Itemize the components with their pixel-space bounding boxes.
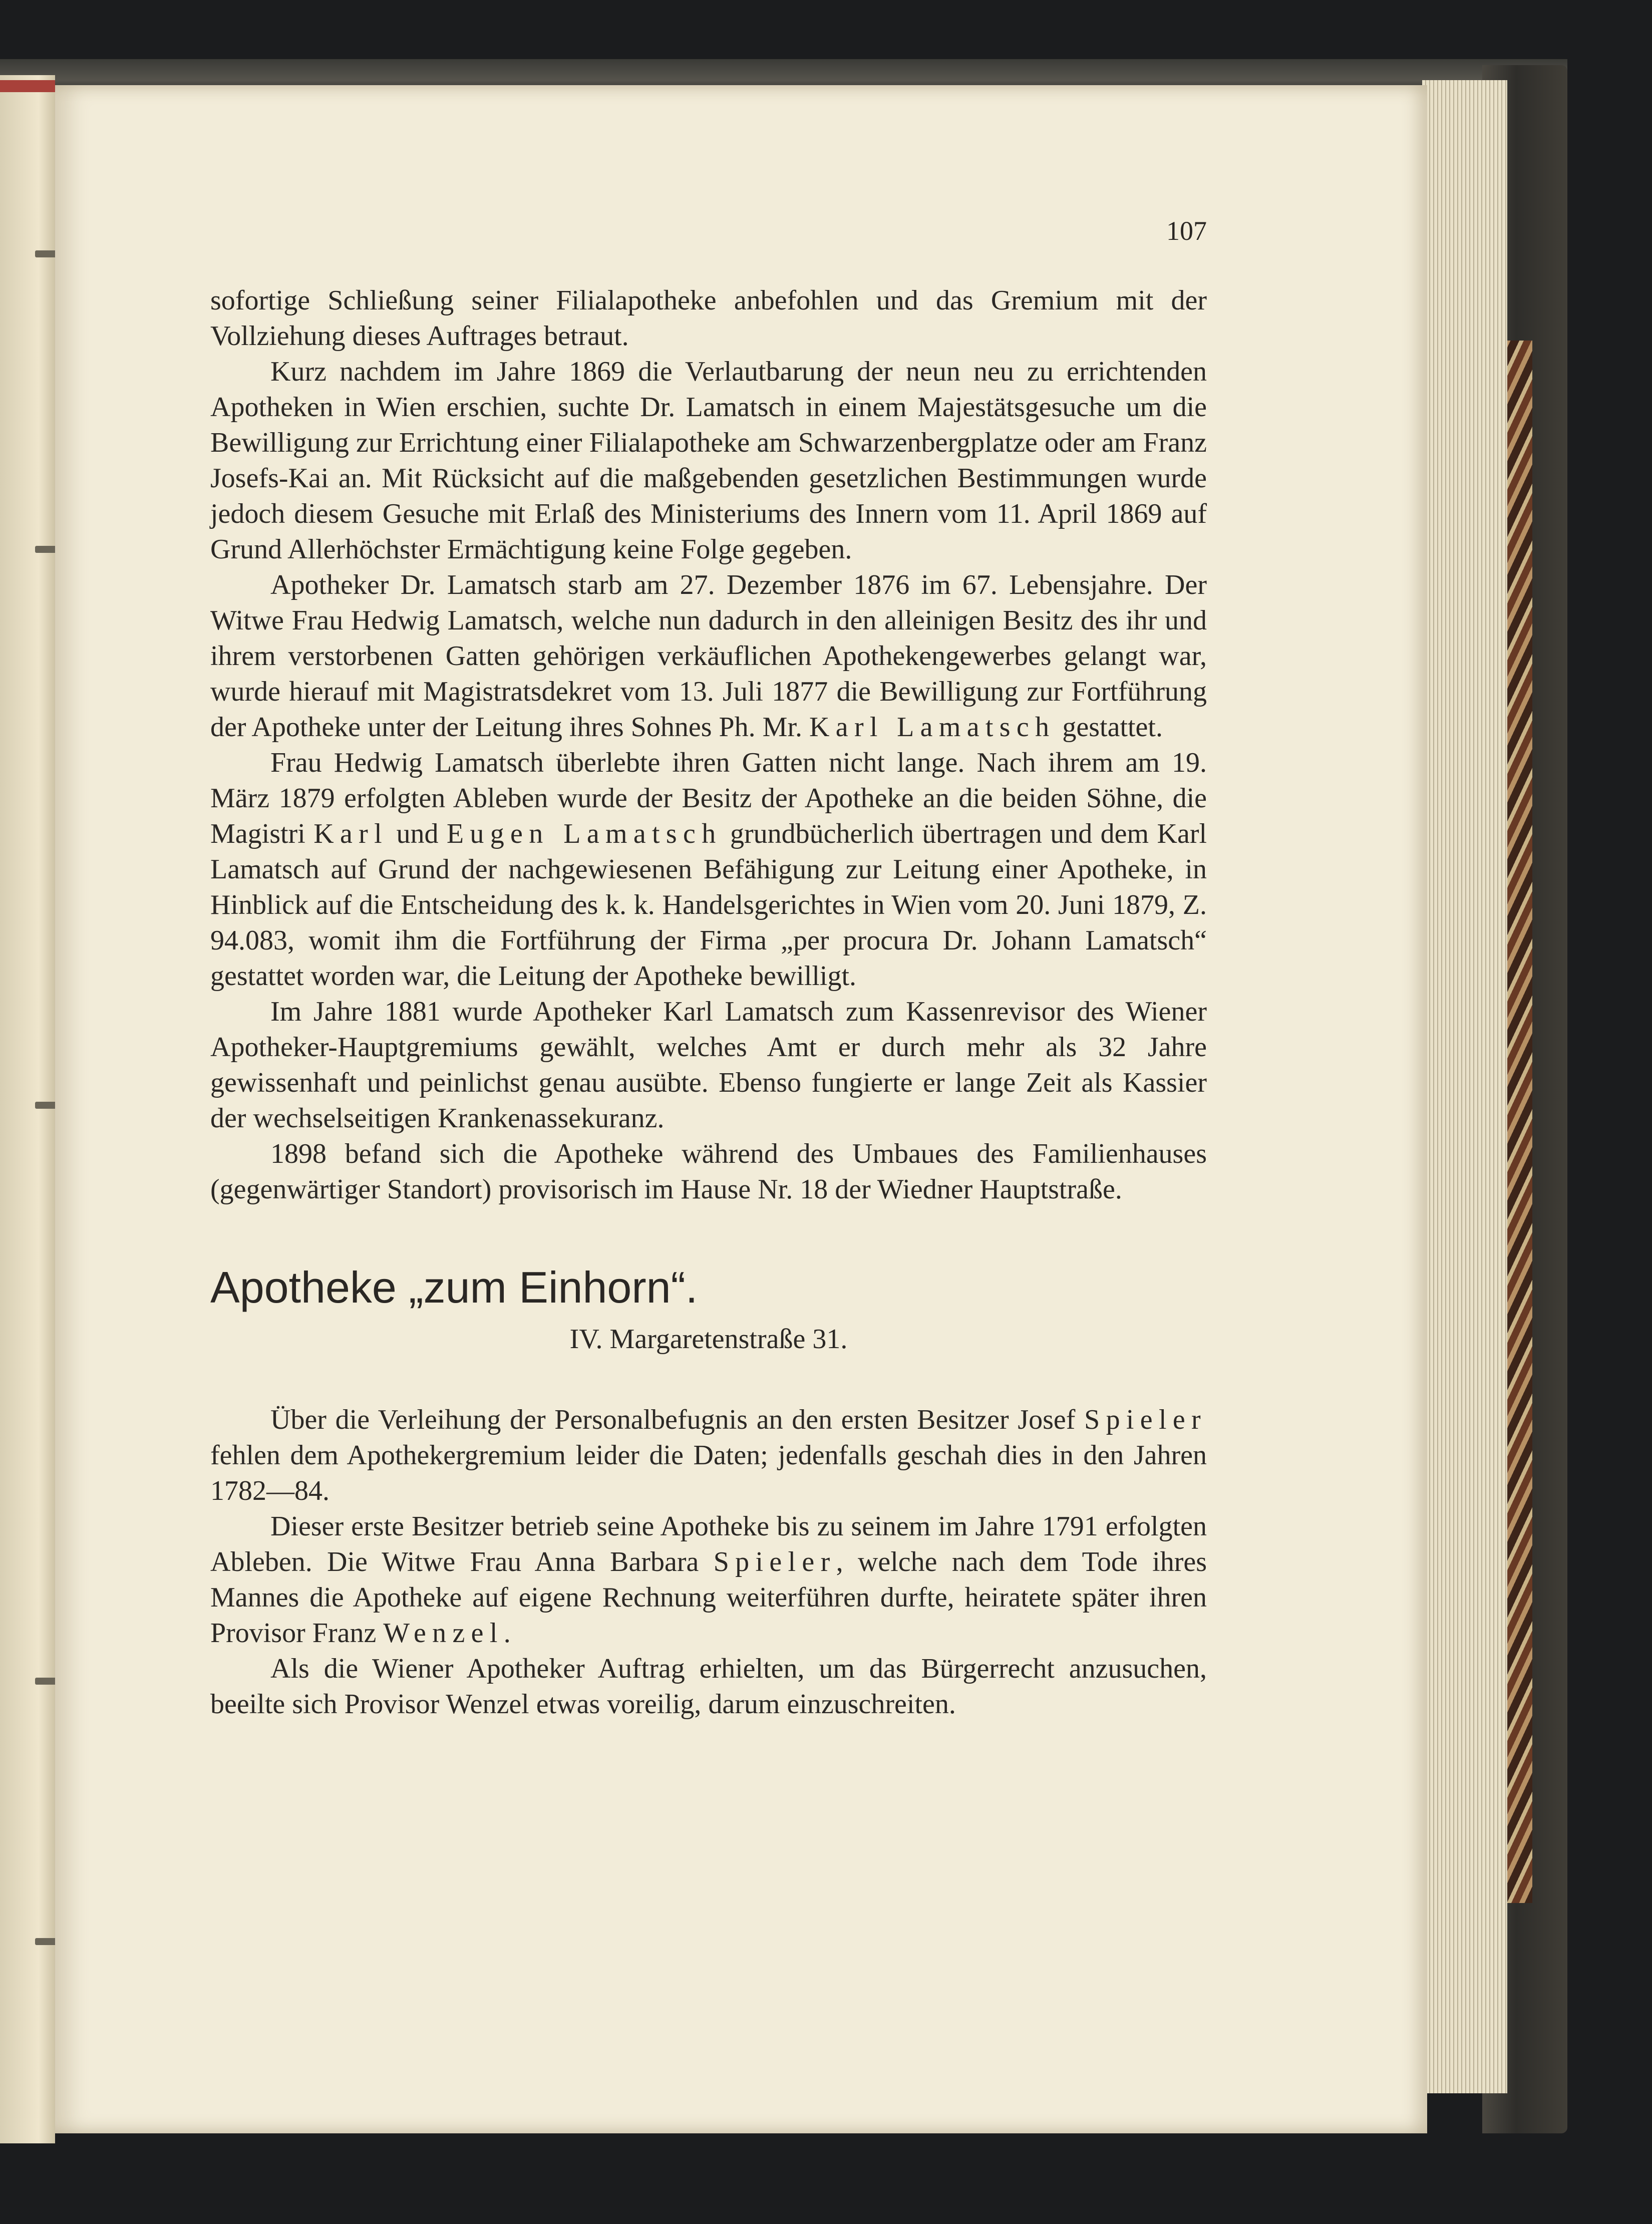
paragraph: Dieser erste Besitzer betrieb seine Apotheke bis zu seinem im Jahre 1791 erfolgten Ableben. Die Witwe Frau Anna Barbara Spieler, welche nach dem Tode ihres Mannes die Apotheke auf eigene Rechnung weiterführen durfte, heiratete später ihren Provisor Franz Wenzel. xyxy=(210,1511,1207,1649)
paragraph: Über die Verleihung der Personalbefugnis an den ersten Besitzer Josef Spieler fehlen dem Apothekergremium leider die Daten; jedenfalls geschah dies in den Jahren 1782—84. xyxy=(210,1404,1207,1506)
paragraph: Kurz nachdem im Jahre 1869 die Verlautbarung der neun neu zu errichtenden Apotheken in Wien erschien, suchte Dr. Lamatsch in einem Majestätsgesuche um die Bewilligung zur Errichtung einer Filialapotheke am Schwarzenbergplatze oder am Franz Josefs-Kai an. Mit Rücksicht auf die maßgebenden gesetzlichen Bestimmungen wurde jedoch diesem Gesuche mit Erlaß des Ministeriums des Innern vom 11. April 1869 auf Grund Allerhöchster Ermächtigung keine Folge gegeben. xyxy=(210,356,1207,565)
paragraph: Frau Hedwig Lamatsch überlebte ihren Gatten nicht lange. Nach ihrem am 19. März 1879 erfolgten Ableben wurde der Besitz der Apotheke an die beiden Söhne, die Magistri Karl und Eugen Lamatsch grundbücherlich übertragen und dem Karl Lamatsch auf Grund der nachgewiesenen Befähigung zur Leitung einer Apotheke, in Hinblick auf die Entscheidung des k. k. Handelsgerichtes in Wien vom 20. Juni 1879, Z. 94.083, womit ihm die Fortführung der Firma „per procura Dr. Johann Lamatsch“ gestattet worden war, die Leitung der Apotheke bewilligt. xyxy=(210,747,1207,992)
page-edges xyxy=(1422,80,1507,2093)
page-body xyxy=(210,283,1207,1722)
paragraph: 1898 befand sich die Apotheke während des Umbaues des Familienhauses (gegenwärtiger Standort) provisorisch im Hause Nr. 18 der Wiedner Hauptstraße. xyxy=(210,1138,1207,1205)
paragraph: sofortige Schließung seiner Filialapotheke anbefohlen und das Gremium mit der Vollziehung dieses Auftrages betraut. xyxy=(210,285,1207,352)
left-page-red-edge xyxy=(0,80,55,92)
section-subheading: IV. Margaretenstraße 31. xyxy=(569,1324,848,1355)
paragraph: Im Jahre 1881 wurde Apotheker Karl Lamatsch zum Kassenrevisor des Wiener Apotheker-Hauptgremiums gewählt, welches Amt er durch mehr als 32 Jahre gewissenhaft und peinlichst genau ausübte. Ebenso fungierte er lange Zeit als Kassier der wechselseitigen Krankenassekuranz. xyxy=(210,996,1207,1134)
section-heading: Apotheke „zum Einhorn“. xyxy=(210,1262,698,1312)
left-page-edge xyxy=(0,75,55,2143)
paragraph: Als die Wiener Apotheker Auftrag erhielten, um das Bürgerrecht anzusuchen, beeilte sich Provisor Wenzel etwas voreilig, darum einzuschreiten. xyxy=(210,1653,1207,1720)
page-number: 107 xyxy=(1166,216,1207,246)
paragraph: Apotheker Dr. Lamatsch starb am 27. Dezember 1876 im 67. Lebensjahre. Der Witwe Frau Hedwig Lamatsch, welche nun dadurch in den alleinigen Besitz des ihr und ihrem verstorbenen Gatten gehörigen verkäuflichen Apothekengewerbes gelangt war, wurde hierauf mit Magistratsdekret vom 13. Juli 1877 die Bewilligung zur Fortführung der Apotheke unter der Leitung ihres Sohnes Ph. Mr. Karl Lamatsch gestattet. xyxy=(210,569,1207,743)
